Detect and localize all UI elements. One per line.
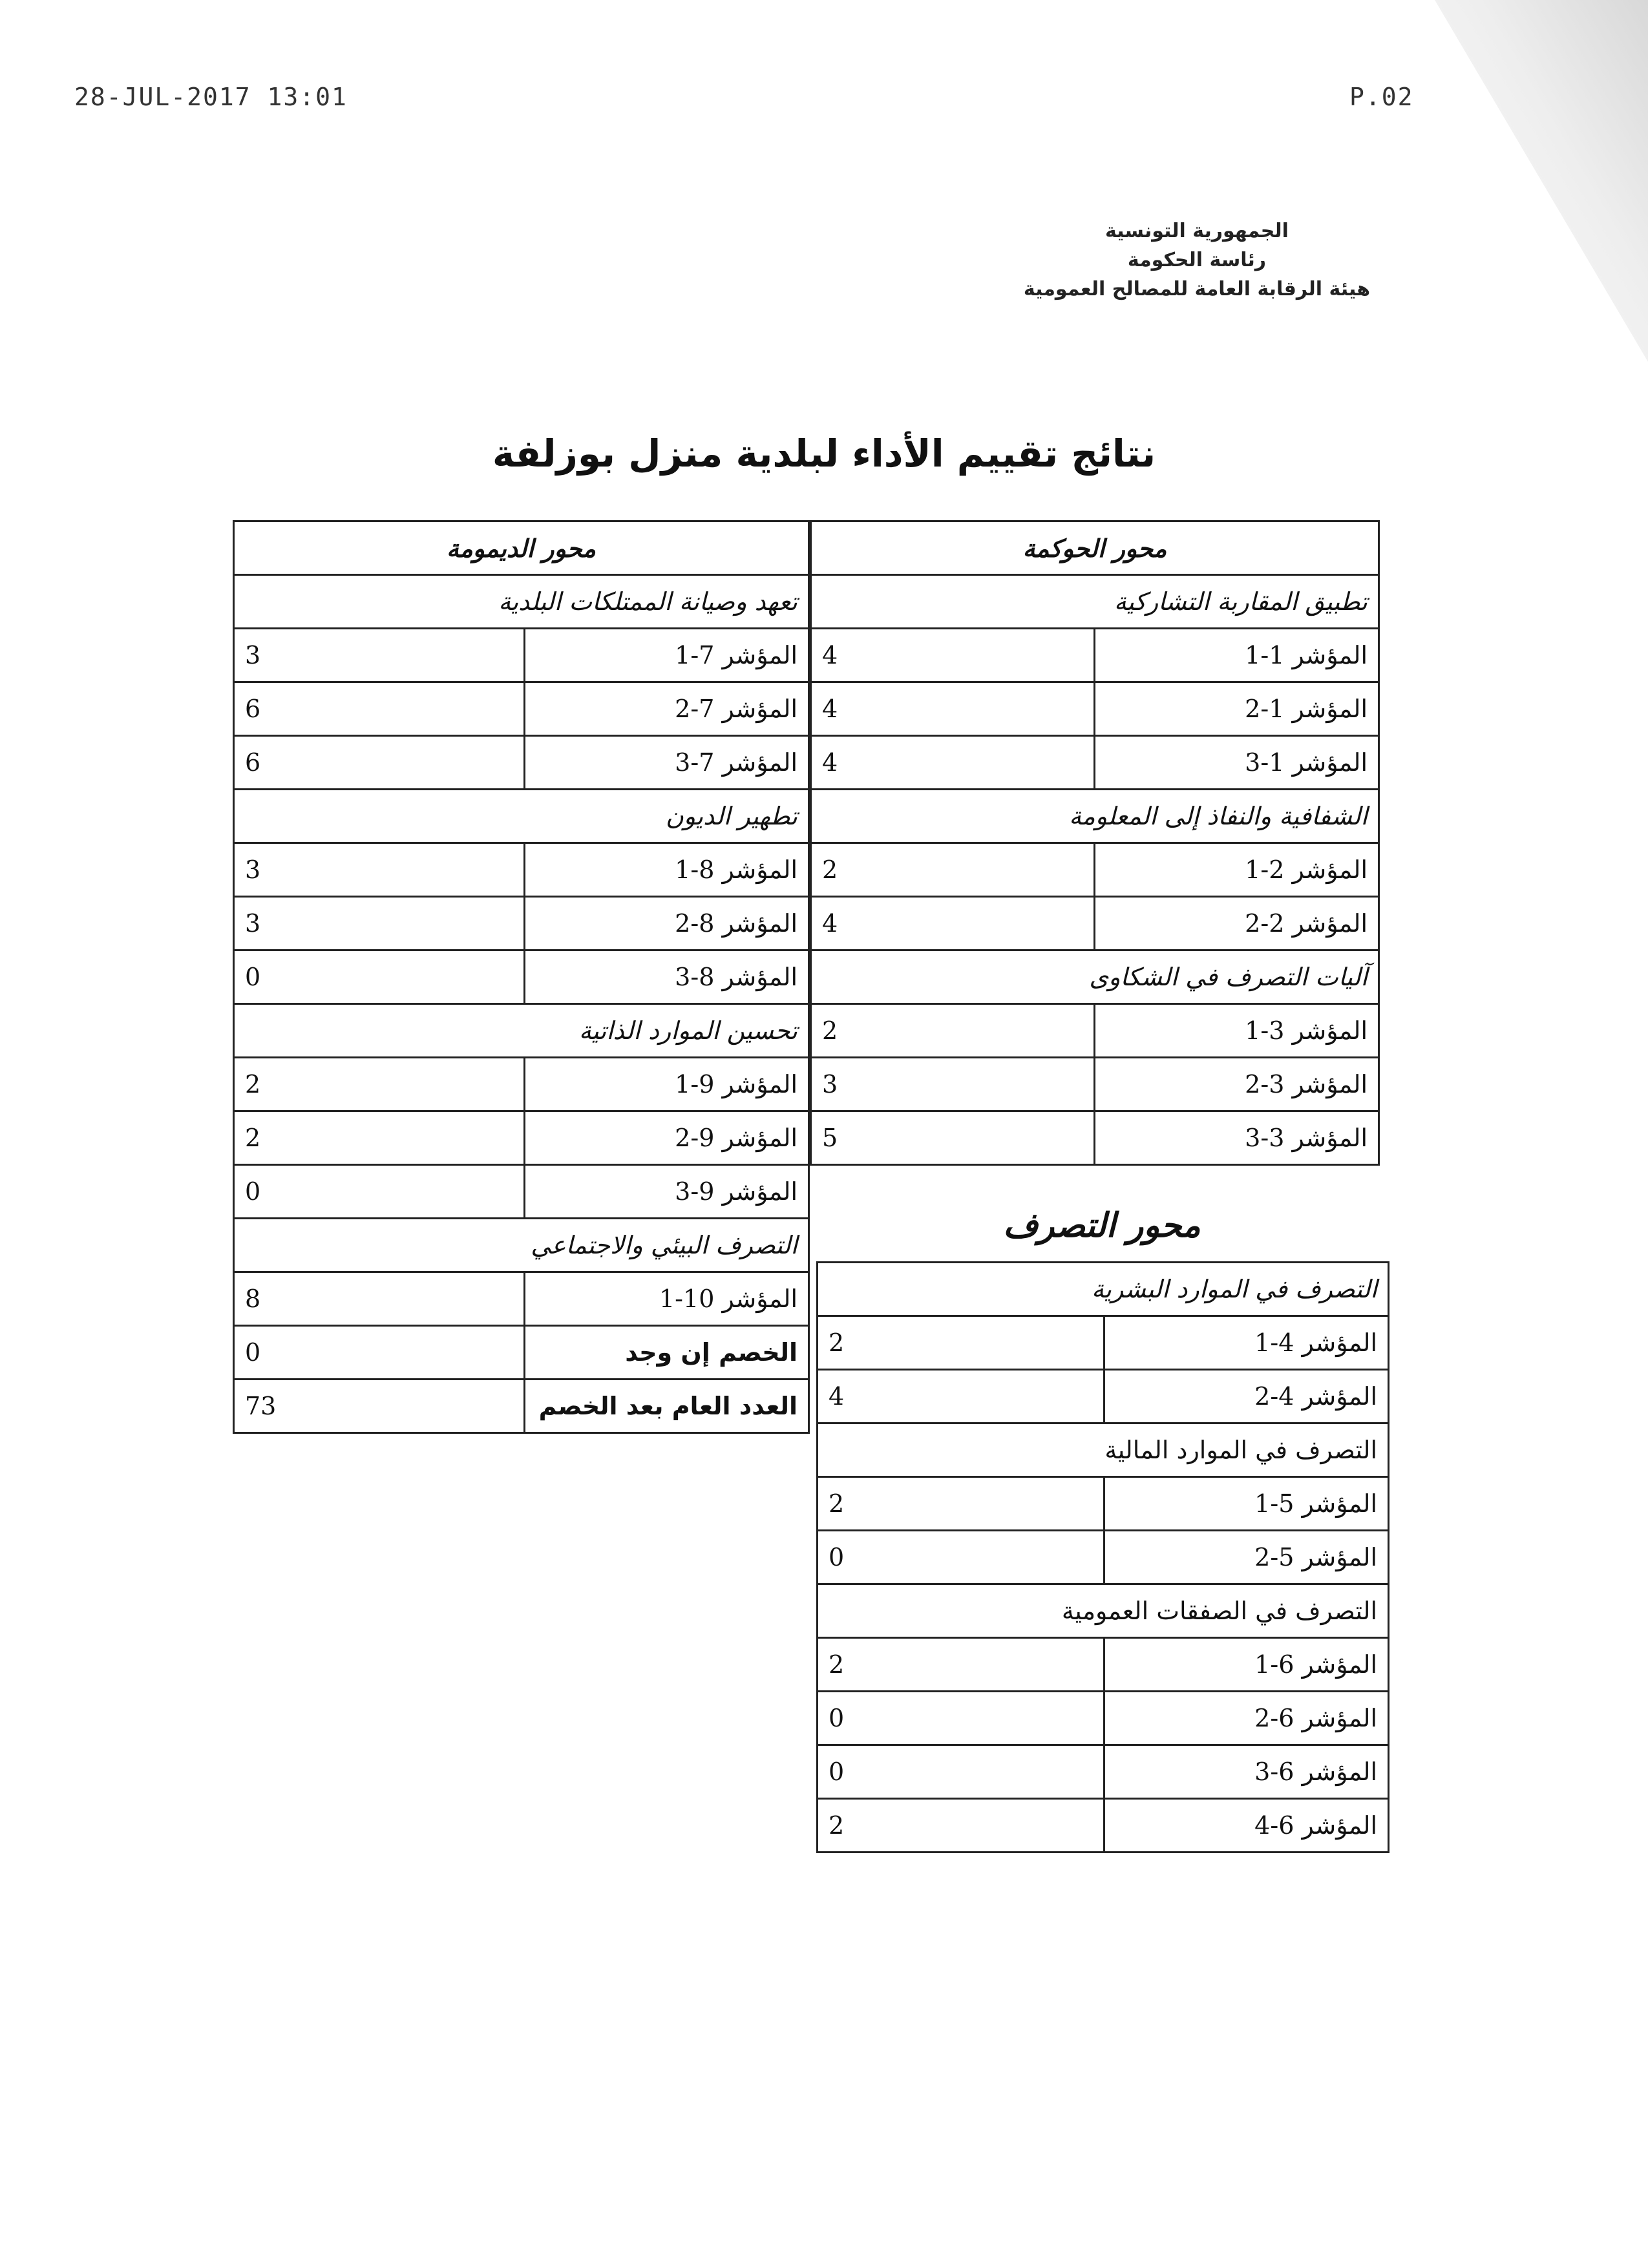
deduction-row	[234, 1326, 809, 1380]
governance-table	[810, 520, 1380, 1166]
indicator-label: المؤشر 9-3	[525, 1165, 809, 1219]
indicator-score: 0	[818, 1531, 1104, 1584]
total-value: 73	[234, 1380, 525, 1433]
table-row	[818, 1370, 1389, 1423]
indicator-score: 2	[818, 1316, 1104, 1370]
sustainability-table	[233, 520, 810, 1434]
indicator-score: 0	[234, 1165, 525, 1219]
section-environmental-social: التصرف البيئي والاجتماعي	[234, 1219, 809, 1272]
total-label: العدد العام بعد الخصم	[525, 1380, 809, 1433]
table-row	[811, 1004, 1379, 1058]
section-municipal-property: تعهد وصيانة الممتلكات البلدية	[234, 575, 809, 629]
section-transparency: الشفافية والنفاذ إلى المعلومة	[811, 790, 1379, 843]
indicator-score: 5	[811, 1111, 1095, 1165]
table-row	[234, 1111, 809, 1165]
letterhead-authority: هيئة الرقابة العامة للمصالح العمومية	[1023, 278, 1370, 300]
indicator-score: 0	[818, 1745, 1104, 1799]
indicator-score: 0	[818, 1692, 1104, 1745]
table-row	[818, 1477, 1389, 1531]
table-row	[818, 1745, 1389, 1799]
fax-datetime: 28-JUL-2017 13:01	[74, 83, 348, 111]
indicator-label: المؤشر 8-2	[525, 897, 809, 950]
management-axis-header: محور التصرف	[1003, 1206, 1201, 1245]
letterhead-presidency: رئاسة الحكومة	[1127, 249, 1267, 271]
table-row	[811, 736, 1379, 790]
management-table	[816, 1261, 1389, 1853]
indicator-label: المؤشر 8-3	[525, 950, 809, 1004]
indicator-score: 4	[811, 897, 1095, 950]
table-row	[234, 629, 809, 682]
table-row	[811, 1058, 1379, 1111]
indicator-label: المؤشر 6-4	[1104, 1799, 1389, 1853]
table-row	[234, 1272, 809, 1326]
indicator-score: 4	[811, 682, 1095, 736]
section-debt-clearance: تطهير الديون	[234, 790, 809, 843]
indicator-label: المؤشر 1-3	[1095, 736, 1379, 790]
indicator-score: 4	[818, 1370, 1104, 1423]
indicator-label: المؤشر 3-1	[1095, 1004, 1379, 1058]
table-row	[811, 843, 1379, 897]
indicator-label: المؤشر 8-1	[525, 843, 809, 897]
section-financial-resources: التصرف في الموارد المالية	[818, 1423, 1389, 1477]
deduction-label: الخصم إن وجد	[525, 1326, 809, 1380]
indicator-label: المؤشر 4-1	[1104, 1316, 1389, 1370]
indicator-score: 2	[234, 1111, 525, 1165]
indicator-label: المؤشر 10-1	[525, 1272, 809, 1326]
page-corner-fold	[1435, 0, 1648, 362]
table-row	[234, 682, 809, 736]
indicator-score: 6	[234, 736, 525, 790]
indicator-label: المؤشر 3-2	[1095, 1058, 1379, 1111]
indicator-label: المؤشر 1-1	[1095, 629, 1379, 682]
indicator-score: 2	[818, 1477, 1104, 1531]
table-row	[811, 682, 1379, 736]
indicator-label: المؤشر 2-2	[1095, 897, 1379, 950]
table-row	[234, 1058, 809, 1111]
section-complaints: آليات التصرف في الشكاوى	[811, 950, 1379, 1004]
indicator-label: المؤشر 6-2	[1104, 1692, 1389, 1745]
indicator-label: المؤشر 5-2	[1104, 1531, 1389, 1584]
section-public-procurement: التصرف في الصفقات العمومية	[818, 1584, 1389, 1638]
indicator-label: المؤشر 3-3	[1095, 1111, 1379, 1165]
indicator-score: 0	[234, 950, 525, 1004]
indicator-score: 2	[818, 1638, 1104, 1692]
table-row	[818, 1692, 1389, 1745]
indicator-label: المؤشر 6-1	[1104, 1638, 1389, 1692]
table-row	[234, 843, 809, 897]
table-row	[811, 897, 1379, 950]
indicator-score: 3	[811, 1058, 1095, 1111]
indicator-label: المؤشر 2-1	[1095, 843, 1379, 897]
section-own-resources: تحسين الموارد الذاتية	[234, 1004, 809, 1058]
table-row	[811, 629, 1379, 682]
table-row	[234, 950, 809, 1004]
indicator-score: 4	[811, 629, 1095, 682]
indicator-label: المؤشر 4-2	[1104, 1370, 1389, 1423]
table-row	[234, 1165, 809, 1219]
table-row	[818, 1531, 1389, 1584]
indicator-score: 2	[234, 1058, 525, 1111]
section-participatory-approach: تطبيق المقاربة التشاركية	[811, 575, 1379, 629]
indicator-label: المؤشر 7-2	[525, 682, 809, 736]
deduction-value: 0	[234, 1326, 525, 1380]
table-row	[818, 1316, 1389, 1370]
table-row	[818, 1799, 1389, 1853]
sustainability-axis-header: محور الديمومة	[234, 521, 809, 575]
table-row	[811, 1111, 1379, 1165]
governance-axis-header: محور الحوكمة	[811, 521, 1379, 575]
indicator-label: المؤشر 7-3	[525, 736, 809, 790]
indicator-score: 3	[234, 629, 525, 682]
total-row	[234, 1380, 809, 1433]
indicator-score: 2	[818, 1799, 1104, 1853]
letterhead-republic: الجمهورية التونسية	[1104, 220, 1289, 242]
indicator-label: المؤشر 6-3	[1104, 1745, 1389, 1799]
table-row	[818, 1638, 1389, 1692]
indicator-score: 3	[234, 897, 525, 950]
indicator-label: المؤشر 9-1	[525, 1058, 809, 1111]
indicator-label: المؤشر 5-1	[1104, 1477, 1389, 1531]
page-title: نتائج تقييم الأداء لبلدية منزل بوزلفة	[492, 432, 1156, 476]
indicator-score: 8	[234, 1272, 525, 1326]
table-row	[234, 736, 809, 790]
section-human-resources: التصرف في الموارد البشرية	[818, 1263, 1389, 1316]
fax-page-number: P.02	[1349, 83, 1414, 111]
indicator-label: المؤشر 9-2	[525, 1111, 809, 1165]
indicator-label: المؤشر 7-1	[525, 629, 809, 682]
indicator-score: 2	[811, 1004, 1095, 1058]
letterhead	[1024, 216, 1370, 304]
indicator-score: 2	[811, 843, 1095, 897]
indicator-score: 3	[234, 843, 525, 897]
indicator-score: 4	[811, 736, 1095, 790]
indicator-label: المؤشر 1-2	[1095, 682, 1379, 736]
table-row	[234, 897, 809, 950]
indicator-score: 6	[234, 682, 525, 736]
